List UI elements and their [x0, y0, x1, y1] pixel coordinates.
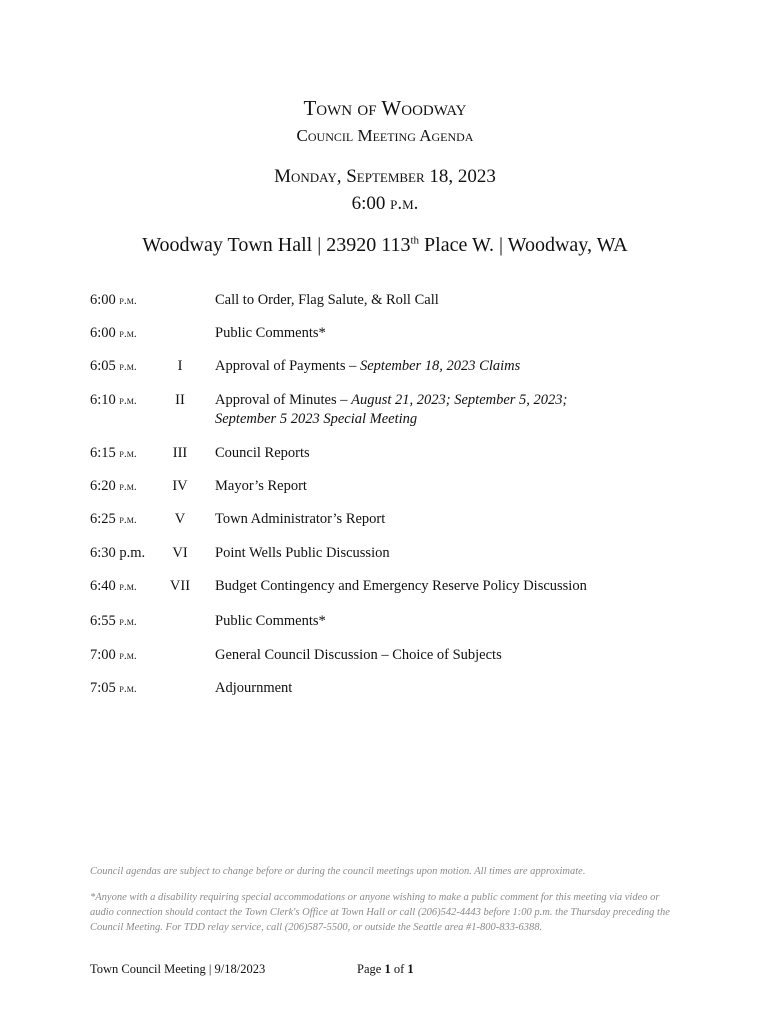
location-part-1: Woodway Town Hall | 23920 113: [142, 234, 411, 256]
agenda-time: 6:40 p.m.: [90, 578, 137, 594]
meeting-time-suffix: p.m.: [390, 193, 419, 214]
page-number: Page 1 of 1: [357, 962, 414, 976]
agenda-number: I: [177, 358, 183, 374]
agenda-item: Public Comments*: [215, 325, 326, 341]
location-part-2: Place W. | Woodway, WA: [419, 234, 628, 256]
agenda-item: Council Reports: [215, 445, 310, 461]
agenda-time: 6:15 p.m.: [90, 445, 137, 461]
agenda-number: V: [174, 511, 186, 527]
agenda-time: 6:05 p.m.: [90, 358, 137, 374]
agenda-time: 6:25 p.m.: [90, 511, 137, 527]
agenda-time: 6:30 p.m.: [90, 545, 146, 561]
agenda-item: Call to Order, Flag Salute, & Roll Call: [215, 292, 439, 308]
agenda-item: Adjournment: [215, 680, 293, 696]
agenda-number: VII: [169, 578, 191, 594]
agenda-item: General Council Discussion – Choice of Subjects: [215, 647, 502, 663]
meeting-location: [0, 234, 770, 257]
agenda-item: Mayor’s Report: [215, 478, 307, 494]
agenda-time: 7:00 p.m.: [90, 647, 137, 663]
location-sup: th: [410, 234, 420, 247]
meeting-time: [0, 193, 770, 215]
agenda-number: II: [175, 392, 185, 408]
agenda-item: Point Wells Public Discussion: [215, 545, 390, 561]
agenda-number: VI: [172, 545, 188, 561]
page-title: Town of Woodway: [303, 96, 467, 120]
meeting-time-value: 6:00: [351, 193, 386, 214]
agenda-number: III: [172, 445, 188, 461]
agenda-time: 6:20 p.m.: [90, 478, 137, 494]
change-notice: Council agendas are subject to change before or during the council meetings upon motion. All times are approximate.: [90, 866, 586, 877]
agenda-item: Town Administrator’s Report: [215, 511, 386, 527]
accommodation-notice: *Anyone with a disability requiring special accommodations or anyone wishing to make a public comment for this meeting via video or audio connection should contact the Town Clerk's Office at Town Hall or call (206)542-4443 before 1:00 p.m. the Thursday preceding the Council Meeting. For TDD relay service, call (206)587-5500, or outside the Seattle area #1-800-833-6388.: [90, 892, 670, 933]
agenda-item: Public Comments*: [215, 613, 326, 629]
agenda-time: 6:00 p.m.: [90, 292, 137, 308]
agenda-item: Budget Contingency and Emergency Reserve Policy Discussion: [215, 578, 587, 594]
agenda-item: Approval of Payments – September 18, 2023 Claims: [215, 358, 521, 374]
agenda-number: IV: [172, 478, 188, 494]
agenda-time: 7:05 p.m.: [90, 680, 137, 696]
agenda-time: 6:10 p.m.: [90, 392, 137, 408]
footer-meeting-label: Town Council Meeting | 9/18/2023: [90, 962, 266, 976]
agenda-time: 6:55 p.m.: [90, 613, 137, 629]
agenda-time: 6:00 p.m.: [90, 325, 137, 341]
agenda-item: Approval of Minutes – August 21, 2023; September 5, 2023; September 5 2023 Special Meeting: [215, 392, 568, 427]
page-subtitle: Council Meeting Agenda: [296, 126, 474, 145]
meeting-date: Monday, September 18, 2023: [274, 166, 496, 187]
